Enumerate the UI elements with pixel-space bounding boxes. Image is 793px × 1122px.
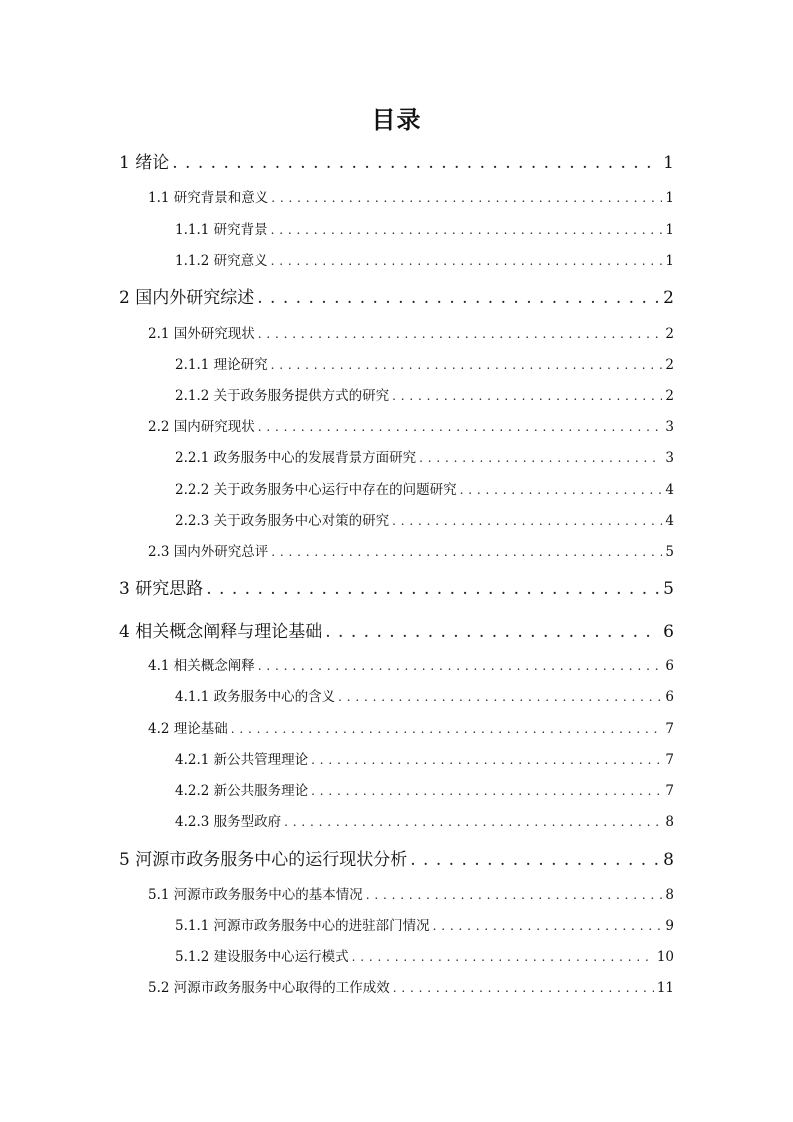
dot-leader	[258, 659, 663, 673]
toc-entry-page: 1	[665, 222, 674, 238]
toc-entry-page: 7	[665, 783, 674, 799]
toc-entry-label: 2.2.2 关于政务服务中心运行中存在的问题研究	[175, 482, 457, 498]
toc-entry-page: 8	[665, 887, 674, 903]
dot-leader	[271, 254, 663, 268]
toc-entry-page: 4	[665, 513, 674, 529]
toc-entry-page: 6	[665, 658, 674, 674]
dot-leader	[257, 288, 660, 308]
toc-entry-page: 7	[665, 752, 674, 768]
toc-entry-label: 1 绪论	[119, 153, 170, 173]
toc-entry[interactable]	[119, 148, 674, 173]
toc-entry-label: 2.1 国外研究现状	[148, 326, 255, 342]
toc-entry-label: 4.2.3 服务型政府	[175, 814, 282, 830]
toc-entry[interactable]	[119, 617, 674, 642]
toc-entry-page: 1	[665, 190, 674, 206]
toc-entry[interactable]	[175, 779, 674, 799]
dot-leader	[231, 722, 663, 736]
toc-entry-page: 5	[663, 579, 674, 599]
toc-entry-label: 2.2.1 政务服务中心的发展背景方面研究	[175, 450, 417, 466]
dot-leader	[433, 919, 663, 933]
dot-leader	[206, 579, 660, 599]
dot-leader	[410, 850, 660, 870]
toc-entry-label: 1.1 研究背景和意义	[148, 190, 269, 206]
toc-entry-label: 1.1.2 研究意义	[175, 253, 268, 269]
toc-entry-page: 6	[665, 689, 674, 705]
toc-entry-label: 4.2.1 新公共管理理论	[175, 752, 309, 768]
toc-entry-label: 2.1.2 关于政务服务提供方式的研究	[175, 388, 390, 404]
toc-entry[interactable]	[175, 218, 674, 238]
toc-entry-label: 5.2 河源市政务服务中心取得的工作成效	[148, 980, 390, 996]
toc-entry[interactable]	[175, 685, 674, 705]
toc-entry[interactable]	[175, 810, 674, 830]
toc-entry[interactable]	[148, 540, 674, 560]
toc-entry[interactable]	[175, 249, 674, 269]
toc-entry-label: 5 河源市政务服务中心的运行现状分析	[119, 850, 408, 870]
dot-leader	[393, 981, 654, 995]
page-title: 目录	[371, 106, 422, 134]
dot-leader	[271, 545, 662, 559]
dot-leader	[419, 451, 662, 465]
dot-leader	[366, 888, 663, 902]
dot-leader	[271, 191, 662, 205]
toc-entry-page: 9	[665, 918, 674, 934]
toc-entry-label: 3 研究思路	[119, 579, 204, 599]
toc-entry-label: 4.1.1 政务服务中心的含义	[175, 689, 336, 705]
toc-entry-label: 5.1 河源市政务服务中心的基本情况	[148, 887, 363, 903]
dot-leader	[311, 753, 662, 767]
dot-leader	[460, 483, 663, 497]
toc-entry[interactable]	[148, 186, 674, 206]
dot-leader	[258, 420, 663, 434]
toc-entry-page: 1	[665, 253, 674, 269]
dot-leader	[271, 358, 663, 372]
toc-entry[interactable]	[175, 446, 674, 466]
toc-entry-page: 3	[665, 450, 674, 466]
toc-entry-label: 2.2.3 关于政务服务中心对策的研究	[175, 513, 390, 529]
toc-entry-page: 4	[665, 482, 674, 498]
toc-entry[interactable]	[119, 574, 674, 599]
toc-entry-label: 2.3 国内外研究总评	[148, 544, 269, 560]
toc-entry-page: 8	[665, 814, 674, 830]
toc-entry-page: 11	[656, 980, 674, 996]
toc-entry[interactable]	[175, 478, 674, 498]
toc-entry-page: 2	[663, 288, 674, 308]
dot-leader	[352, 950, 654, 964]
toc-entry-label: 4 相关概念阐释与理论基础	[119, 622, 323, 642]
toc-entry[interactable]	[175, 748, 674, 768]
toc-entry[interactable]	[148, 976, 674, 996]
dot-leader	[311, 784, 662, 798]
toc-entry-page: 1	[663, 153, 674, 173]
toc-entry[interactable]	[175, 945, 674, 965]
toc-entry[interactable]	[119, 283, 674, 308]
toc-entry-label: 4.2 理论基础	[148, 721, 228, 737]
toc-entry-label: 4.1 相关概念阐释	[148, 658, 255, 674]
toc-entry[interactable]	[119, 845, 674, 870]
toc-entry-label: 1.1.1 研究背景	[175, 222, 268, 238]
dot-leader	[271, 223, 663, 237]
toc-entry-label: 5.1.1 河源市政务服务中心的进驻部门情况	[175, 918, 430, 934]
toc-entry-label: 5.1.2 建设服务中心运行模式	[175, 949, 349, 965]
toc-entry-page: 2	[665, 326, 674, 342]
toc-entry[interactable]	[148, 717, 674, 737]
toc-entry-page: 2	[665, 357, 674, 373]
toc-entry-page: 5	[665, 544, 674, 560]
toc-entry-page: 3	[665, 419, 674, 435]
toc-entry[interactable]	[148, 883, 674, 903]
toc-entry-label: 4.2.2 新公共服务理论	[175, 783, 309, 799]
toc-entry-page: 8	[663, 850, 674, 870]
dot-leader	[392, 389, 662, 403]
dot-leader	[392, 514, 662, 528]
dot-leader	[172, 153, 660, 173]
toc-entry-label: 2.1.1 理论研究	[175, 357, 268, 373]
toc-entry-page: 7	[665, 721, 674, 737]
dot-leader	[325, 622, 660, 642]
toc-entry[interactable]	[148, 654, 674, 674]
toc-entry-page: 6	[663, 622, 674, 642]
dot-leader	[338, 690, 662, 704]
toc-entry[interactable]	[148, 322, 674, 342]
toc-entry-label: 2 国内外研究综述	[119, 288, 255, 308]
toc-entry-label: 2.2 国内研究现状	[148, 419, 255, 435]
toc-entry[interactable]	[175, 914, 674, 934]
toc-entry-page: 10	[656, 949, 674, 965]
dot-leader	[284, 815, 662, 829]
toc-entry[interactable]	[175, 509, 674, 529]
toc-entry[interactable]	[175, 384, 674, 404]
dot-leader	[258, 327, 663, 341]
toc-entry[interactable]	[148, 415, 674, 435]
toc-entry-page: 2	[665, 388, 674, 404]
toc-entry[interactable]	[175, 353, 674, 373]
